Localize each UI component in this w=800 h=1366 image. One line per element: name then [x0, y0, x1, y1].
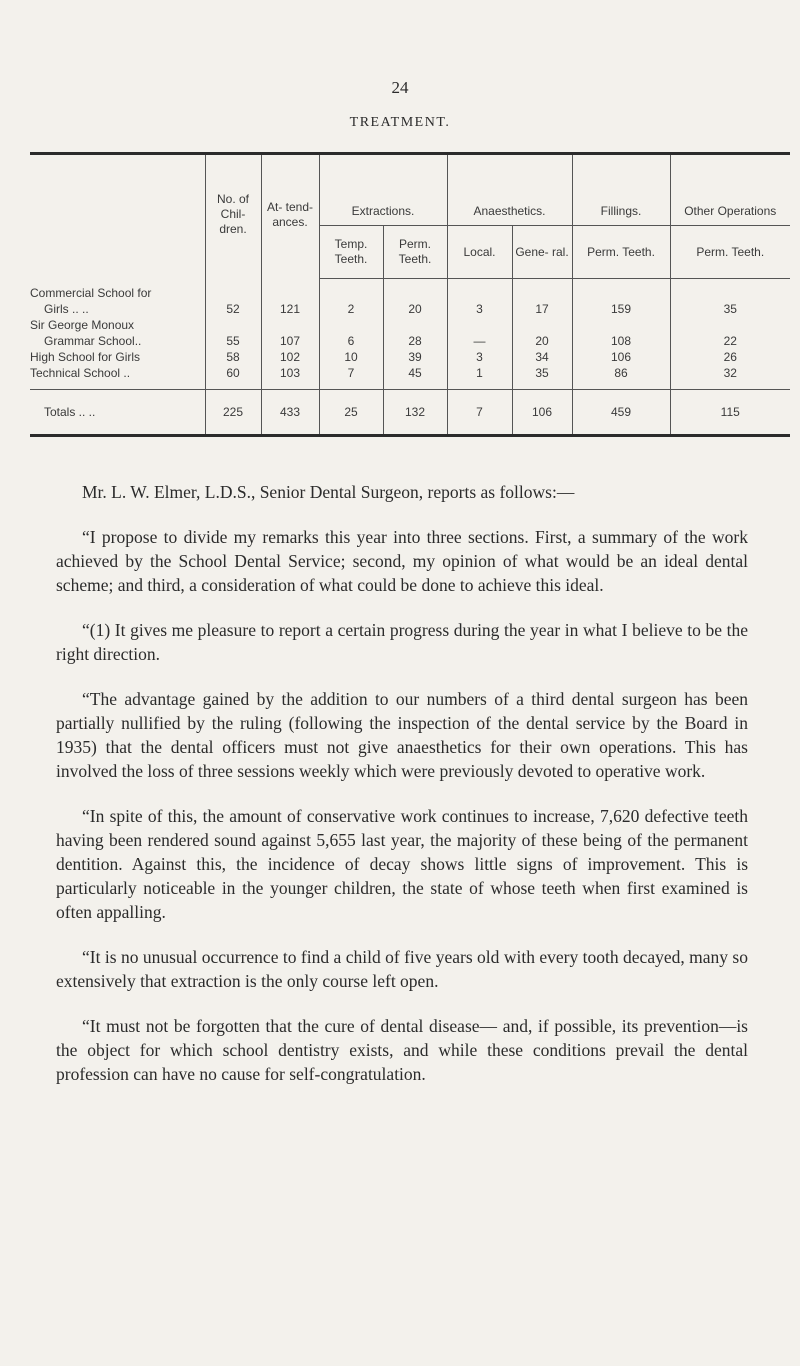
total-fillings: 459	[572, 389, 670, 435]
row-label-line1: Sir George Monoux	[30, 317, 135, 332]
total-general: 106	[512, 389, 572, 435]
report-body	[56, 480, 748, 1107]
cell-other: 35	[670, 301, 790, 317]
row-label: High School for Girls	[30, 349, 141, 364]
table-row	[30, 365, 790, 390]
header-extractions: Extractions.	[319, 154, 447, 226]
cell-temp: 7	[319, 365, 383, 390]
table-row	[30, 333, 790, 349]
cell-fillings: 108	[572, 333, 670, 349]
section-title: TREATMENT.	[349, 115, 451, 130]
paragraph: “It is no unusual occurrence to find a child of five years old with every tooth decayed, many so extensively that extraction is the only course left open.	[56, 947, 748, 991]
cell-fillings: 159	[572, 301, 670, 317]
cell-other: 32	[670, 365, 790, 390]
paragraph: “(1) It gives me pleasure to report a certain progress during the year in what I believe to be the right direction.	[56, 620, 748, 664]
header-temp-teeth: Temp. Teeth.	[319, 226, 383, 279]
cell-children: 52	[205, 301, 261, 317]
totals-label: Totals .. ..	[30, 389, 205, 435]
header-attendances: At- tend- ances.	[261, 154, 319, 279]
header-school	[30, 154, 205, 279]
totals-row	[30, 389, 790, 435]
cell-local: —	[447, 333, 512, 349]
cell-attendances: 102	[261, 349, 319, 365]
cell-children: 60	[205, 365, 261, 390]
treatment-table	[30, 152, 790, 437]
header-fillings-perm: Perm. Teeth.	[572, 226, 670, 279]
cell-local: 3	[447, 349, 512, 365]
cell-temp: 10	[319, 349, 383, 365]
row-label: Technical School ..	[30, 365, 131, 380]
page-number: 24	[391, 78, 409, 97]
table-row	[30, 317, 790, 333]
cell-children: 55	[205, 333, 261, 349]
cell-fillings: 106	[572, 349, 670, 365]
total-other: 115	[670, 389, 790, 435]
paragraph: “In spite of this, the amount of conservative work continues to increase, 7,620 defective teeth having been rendered sound against 5,655 last year, the majority of these being of the permanent dentition. Against this, the incidence of decay shows little signs of improvement. This is particularly noticeable in the younger children, the state of whose teeth when first examined is often appalling.	[56, 806, 748, 922]
cell-attendances: 121	[261, 301, 319, 317]
row-label-line2: Grammar School..	[44, 333, 142, 348]
paragraph: “The advantage gained by the addition to our numbers of a third dental surgeon has been partially nullified by the ruling (following the inspection of the dental service by the Board in 1935) that the dental officers must not give anaesthetics for their own operations. This has involved the loss of three sessions weekly which were previously devoted to operative work.	[56, 689, 748, 781]
total-perm: 132	[383, 389, 447, 435]
header-other-perm: Perm. Teeth.	[670, 226, 790, 279]
total-temp: 25	[319, 389, 383, 435]
treatment-table-container	[30, 152, 790, 437]
cell-temp: 2	[319, 301, 383, 317]
cell-perm: 39	[383, 349, 447, 365]
header-no-children: No. of Chil- dren.	[205, 154, 261, 279]
header-local: Local.	[447, 226, 512, 279]
cell-general: 17	[512, 301, 572, 317]
cell-children: 58	[205, 349, 261, 365]
total-attendances: 433	[261, 389, 319, 435]
cell-local: 1	[447, 365, 512, 390]
header-other-operations: Other Operations	[670, 154, 790, 226]
cell-general: 34	[512, 349, 572, 365]
header-anaesthetics: Anaesthetics.	[447, 154, 572, 226]
cell-attendances: 103	[261, 365, 319, 390]
cell-perm: 45	[383, 365, 447, 390]
table-row	[30, 349, 790, 365]
cell-perm: 28	[383, 333, 447, 349]
header-fillings: Fillings.	[572, 154, 670, 226]
cell-general: 20	[512, 333, 572, 349]
cell-perm: 20	[383, 301, 447, 317]
cell-fillings: 86	[572, 365, 670, 390]
total-local: 7	[447, 389, 512, 435]
cell-general: 35	[512, 365, 572, 390]
cell-other: 26	[670, 349, 790, 365]
cell-temp: 6	[319, 333, 383, 349]
row-label-line1: Commercial School for	[30, 285, 152, 300]
table-row	[30, 279, 790, 301]
header-perm-teeth: Perm. Teeth.	[383, 226, 447, 279]
cell-attendances: 107	[261, 333, 319, 349]
row-label-line2: Girls .. ..	[44, 301, 89, 316]
total-children: 225	[205, 389, 261, 435]
paragraph: “It must not be forgotten that the cure of dental disease— and, if possible, its prevention—is the object for which school dentistry exists, and while these conditions prevail the dental profession can have no cause for self-congratulation.	[56, 1016, 748, 1084]
table-row	[30, 301, 790, 317]
cell-other: 22	[670, 333, 790, 349]
header-general: Gene- ral.	[512, 226, 572, 279]
paragraph: Mr. L. W. Elmer, L.D.S., Senior Dental Surgeon, reports as follows:—	[82, 482, 575, 502]
cell-local: 3	[447, 301, 512, 317]
paragraph: “I propose to divide my remarks this year into three sections. First, a summary of the work achieved by the School Dental Service; second, my opinion of what would be an ideal dental scheme; and third, a consideration of what could be done to achieve this ideal.	[56, 527, 748, 595]
